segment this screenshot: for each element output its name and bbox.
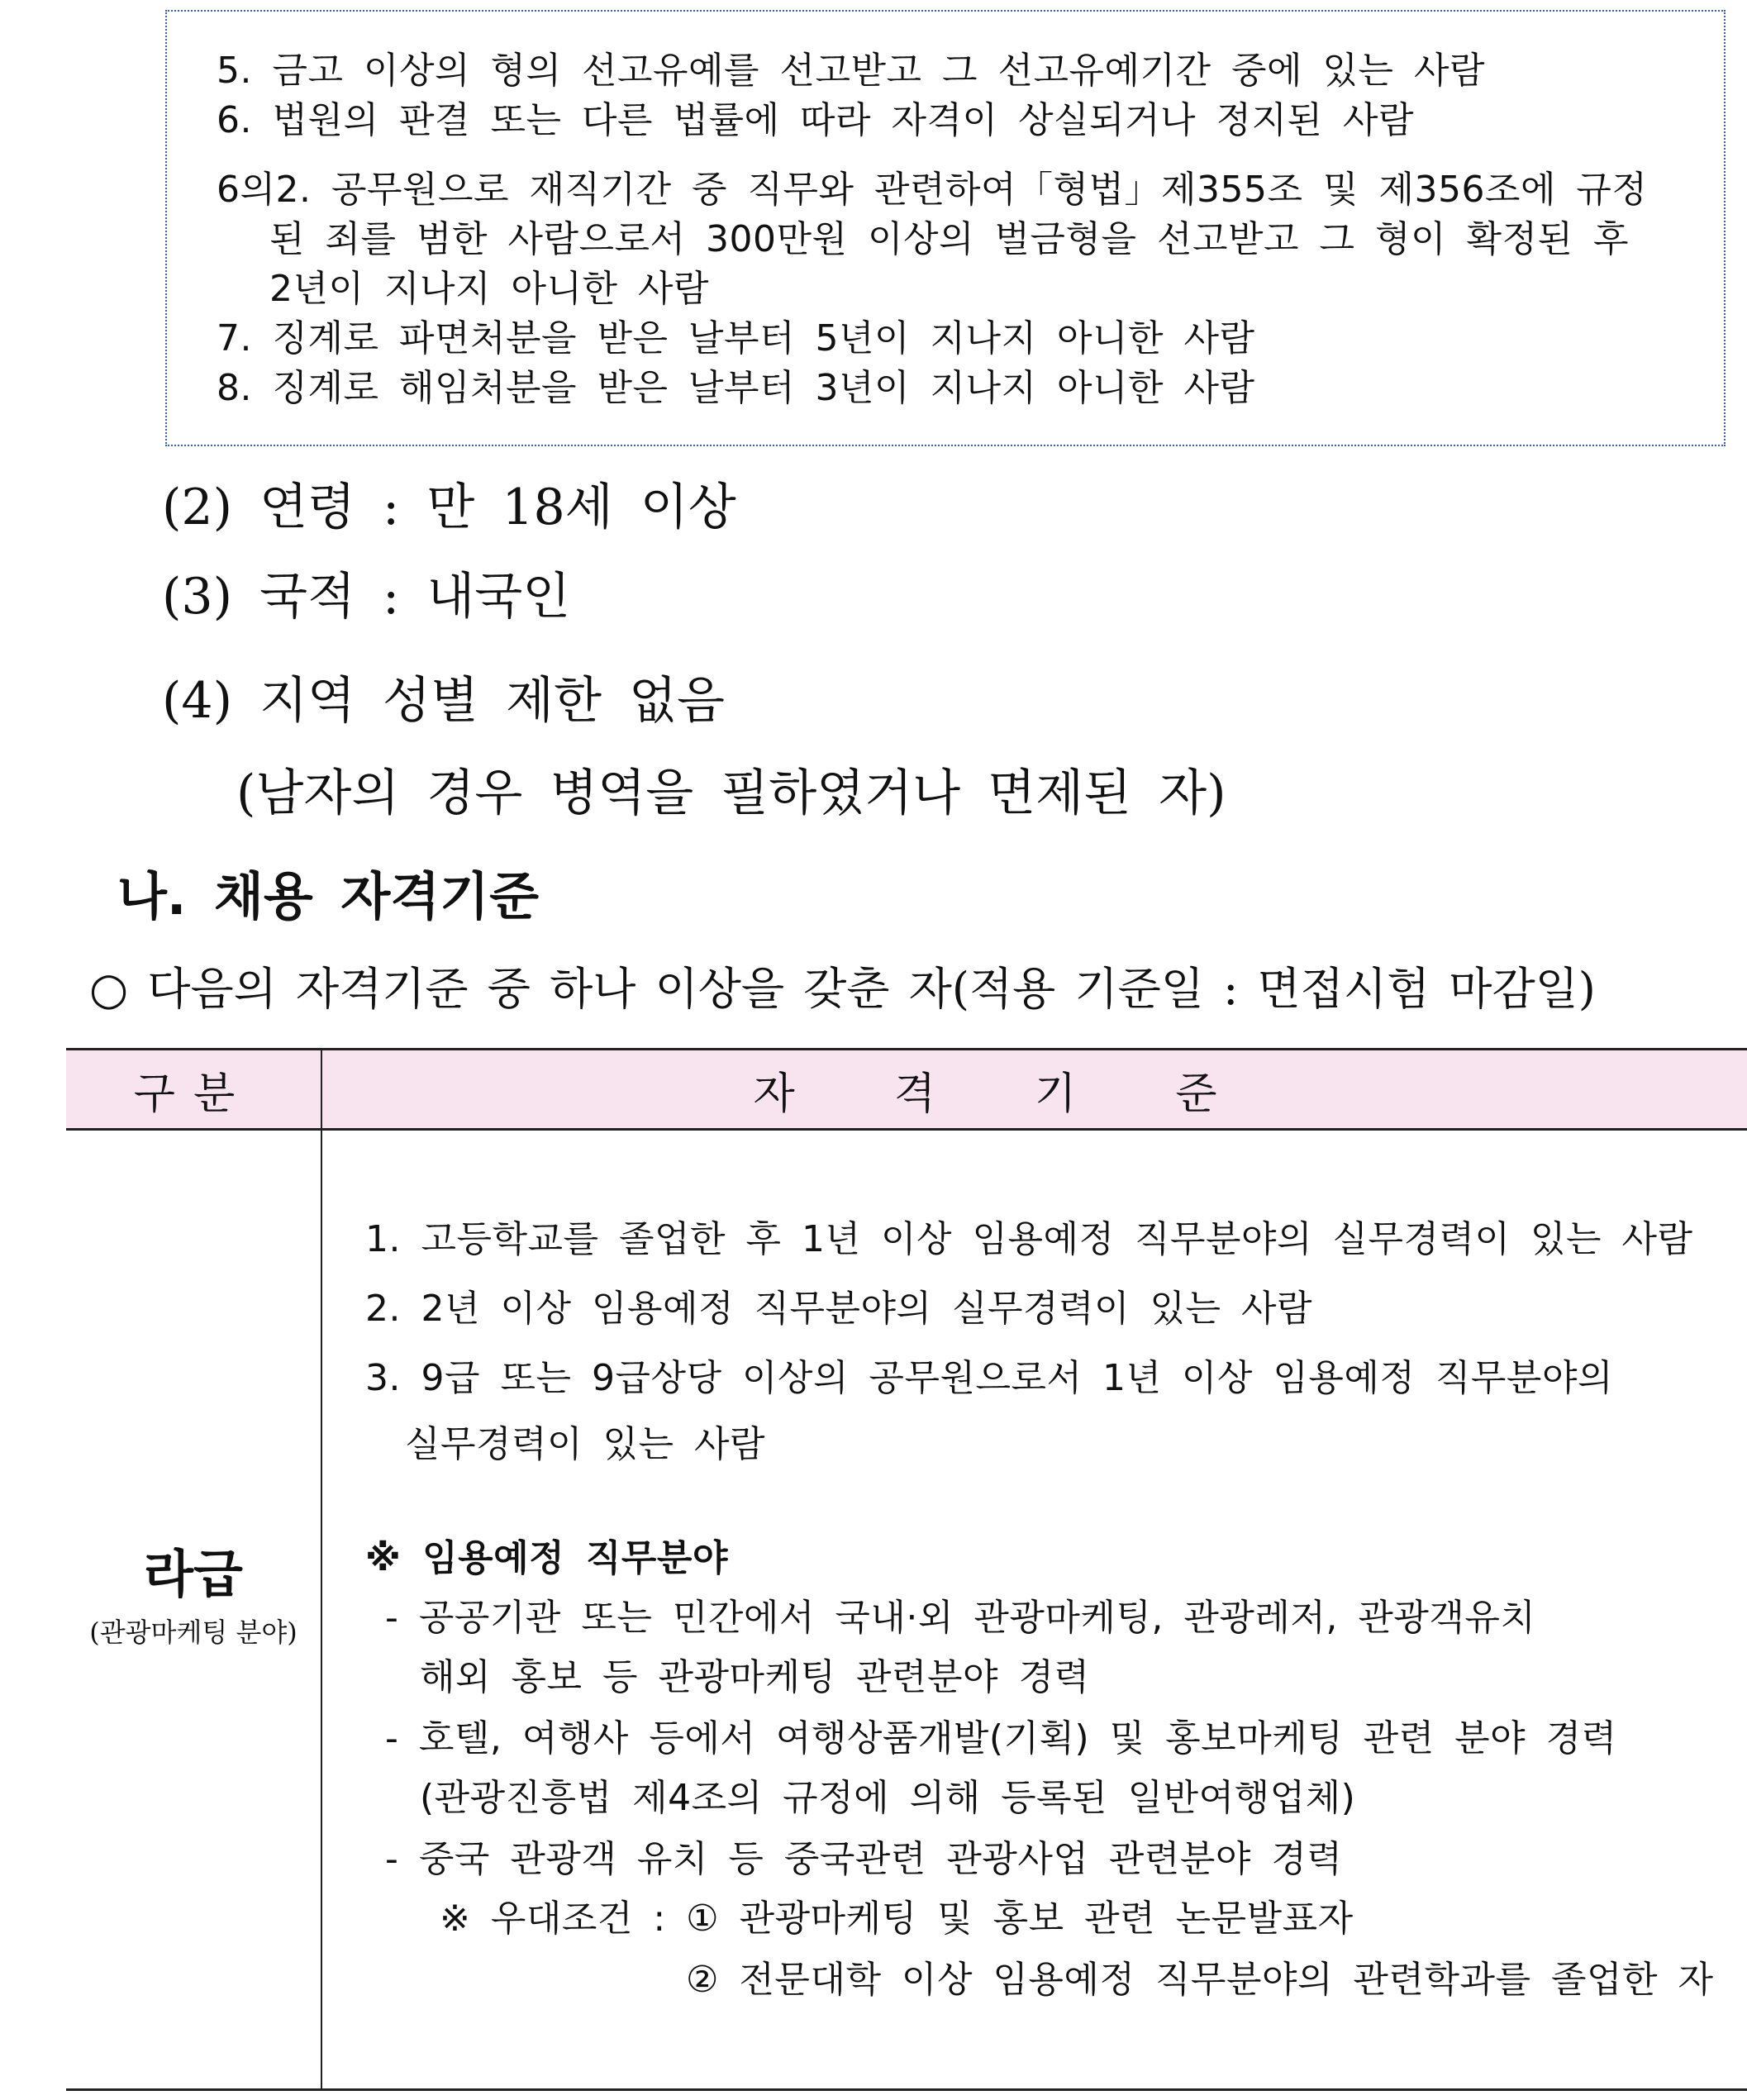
preference-item-2: ② 전문대학 이상 임용예정 직무분야의 관련학과를 졸업한 자 (686, 1959, 1714, 2001)
disqualification-item-6-2-cont: 된 죄를 범한 사람으로서 300만원 이상의 벌금형을 선고받고 그 형이 확정된 후 (269, 218, 1629, 260)
criteria-item-3-cont: 실무경력이 있는 사람 (405, 1423, 766, 1465)
duty-field-item-3: - 중국 관광객 유치 등 중국관련 관광사업 관련분야 경력 (385, 1838, 1343, 1880)
disqualification-item-7: 7. 징계로 파면처분을 받은 날부터 5년이 지나지 아니한 사람 (217, 317, 1255, 360)
header-criteria: 자격기준 (753, 1069, 1316, 1119)
duty-field-title: ※ 임용예정 직무분야 (365, 1537, 728, 1579)
section-title: 나. 채용 자격기준 (117, 866, 539, 926)
disqualification-item-6: 6. 법원의 판결 또는 다른 법률에 따라 자격이 상실되거나 정지된 사람 (217, 99, 1414, 141)
disqualification-item-8: 8. 징계로 해임처분을 받은 날부터 3년이 지나지 아니한 사람 (217, 367, 1255, 409)
criteria-item-1: 1. 고등학교를 졸업한 후 1년 이상 임용예정 직무분야의 실무경력이 있는 사람 (365, 1218, 1693, 1260)
duty-field-item-1: - 공공기관 또는 민간에서 국내·외 관광마케팅, 관광레저, 관광객유치 (385, 1597, 1536, 1639)
grade-field: (관광마케팅 분야) (89, 1617, 298, 1649)
disqualification-item-5: 5. 금고 이상의 형의 선고유예를 선고받고 그 선고유예기간 중에 있는 사람 (217, 50, 1485, 92)
qualification-table (66, 1048, 1747, 2091)
duty-field-item-1-cont: 해외 홍보 등 관광마케팅 관련분야 경력 (420, 1656, 1090, 1698)
requirement-military-note: (남자의 경우 병역을 필하였거나 면제된 자) (236, 764, 1226, 822)
duty-field-item-2: - 호텔, 여행사 등에서 여행상품개발(기획) 및 홍보마케팅 관련 분야 경력 (385, 1717, 1617, 1760)
duty-field-item-2-cont: (관광진흥법 제4조의 규정에 의해 등록된 일반여행업체) (420, 1777, 1356, 1819)
table-bottom-border (66, 2088, 1747, 2091)
disqualification-item-6-2: 6의2. 공무원으로 재직기간 중 직무와 관련하여「형법」제355조 및 제356조에 규정 (217, 169, 1648, 211)
column-divider (321, 1048, 322, 2091)
table-header (66, 1048, 1747, 1131)
preference-item-1: ※ 우대조건 : ① 관광마케팅 및 홍보 관련 논문발표자 (440, 1898, 1354, 1940)
requirement-nationality: (3) 국적 : 내국인 (162, 568, 571, 626)
criteria-item-2: 2. 2년 이상 임용예정 직무분야의 실무경력이 있는 사람 (365, 1288, 1312, 1330)
requirement-region-gender: (4) 지역 성별 제한 없음 (162, 672, 725, 730)
disqualification-item-6-2-cont2: 2년이 지나지 아니한 사람 (269, 268, 709, 310)
grade-cell (66, 1544, 321, 1655)
criteria-item-3: 3. 9급 또는 9급상당 이상의 공무원으로서 1년 이상 임용예정 직무분야의 (365, 1357, 1613, 1399)
section-intro: ○ 다음의 자격기준 중 하나 이상을 갖춘 자(적용 기준일 : 면접시험 마감일) (89, 963, 1596, 1015)
header-category: 구분 (133, 1069, 254, 1119)
grade-name: 라급 (144, 1544, 243, 1604)
requirement-age: (2) 연령 : 만 18세 이상 (162, 479, 736, 536)
